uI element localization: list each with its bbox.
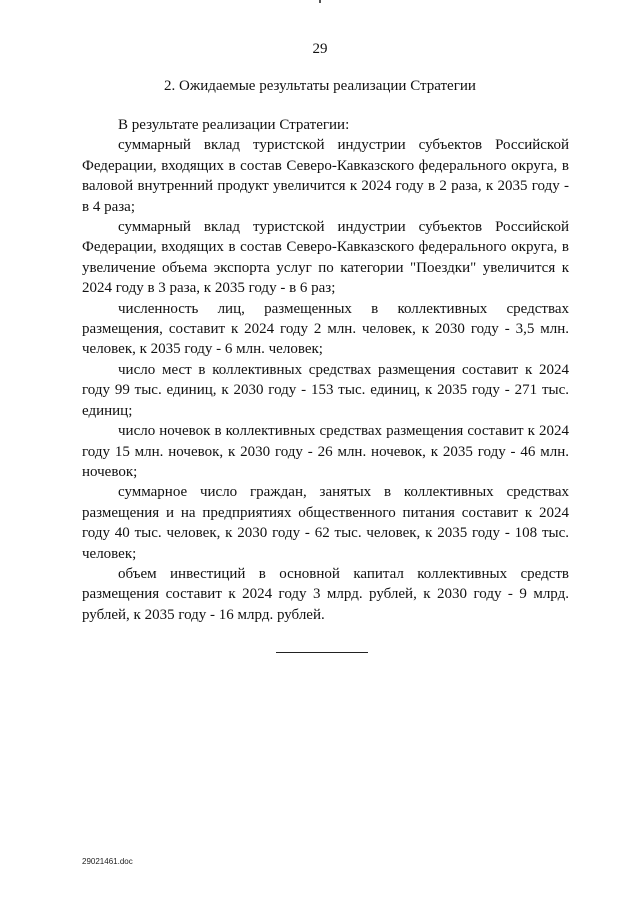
- paragraph-overnight-stays: число ночевок в коллективных средствах размещения составит к 2024 году 15 млн. ночевок, к 2030 году - 26 млн. ночевок, к 2035 году - 46 млн. ночевок;: [82, 423, 569, 480]
- paragraph-gdp-contribution: суммарный вклад туристской индустрии субъектов Российской Федерации, входящих в состав Северо-Кавказского федерального округа, в валовой внутренний продукт увеличится к 2024 году в 2 раза, к 2035 году - в 4 раза;: [82, 137, 569, 215]
- section-title: 2. Ожидаемые результаты реализации Стратегии: [164, 78, 476, 94]
- document-body: [82, 115, 569, 625]
- paragraph-employment: суммарное число граждан, занятых в коллективных средствах размещения и на предприятиях общественного питания составит к 2024 году 40 тыс. человек, к 2030 году - 62 тыс. человек, к 2035 году - 108 тыс. человек;: [82, 484, 569, 562]
- paragraph-beds-count: число мест в коллективных средствах размещения составит к 2024 году 99 тыс. единиц, к 2030 году - 153 тыс. единиц, к 2035 году - 271 тыс. единиц;: [82, 361, 569, 419]
- document-code: 29021461.doc: [82, 857, 133, 866]
- paragraph-guests-count: численность лиц, размещенных в коллективных средствах размещения, составит к 2024 году 2 млн. человек, к 2030 году - 3,5 млн. человек, к 2035 году - 6 млн. человек;: [82, 300, 569, 358]
- closing-divider: [276, 652, 368, 653]
- paragraph-export-contribution: суммарный вклад туристской индустрии субъектов Российской Федерации, входящих в состав Северо-Кавказского федерального округа, в увеличение объема экспорта услуг по категории "Поездки" увеличится к 2024 году в 3 раза, к 2035 году - в 6 раз;: [82, 219, 569, 297]
- paragraph-investment: объем инвестиций в основной капитал коллективных средств размещения составит к 2024 году 3 млрд. рублей, к 2030 году - 9 млрд. рублей, к 2035 году - 16 млрд. рублей.: [82, 565, 569, 623]
- page-number: 29: [312, 41, 328, 57]
- top-margin-mark: [319, 0, 321, 3]
- paragraph-intro: В результате реализации Стратегии:: [118, 117, 350, 133]
